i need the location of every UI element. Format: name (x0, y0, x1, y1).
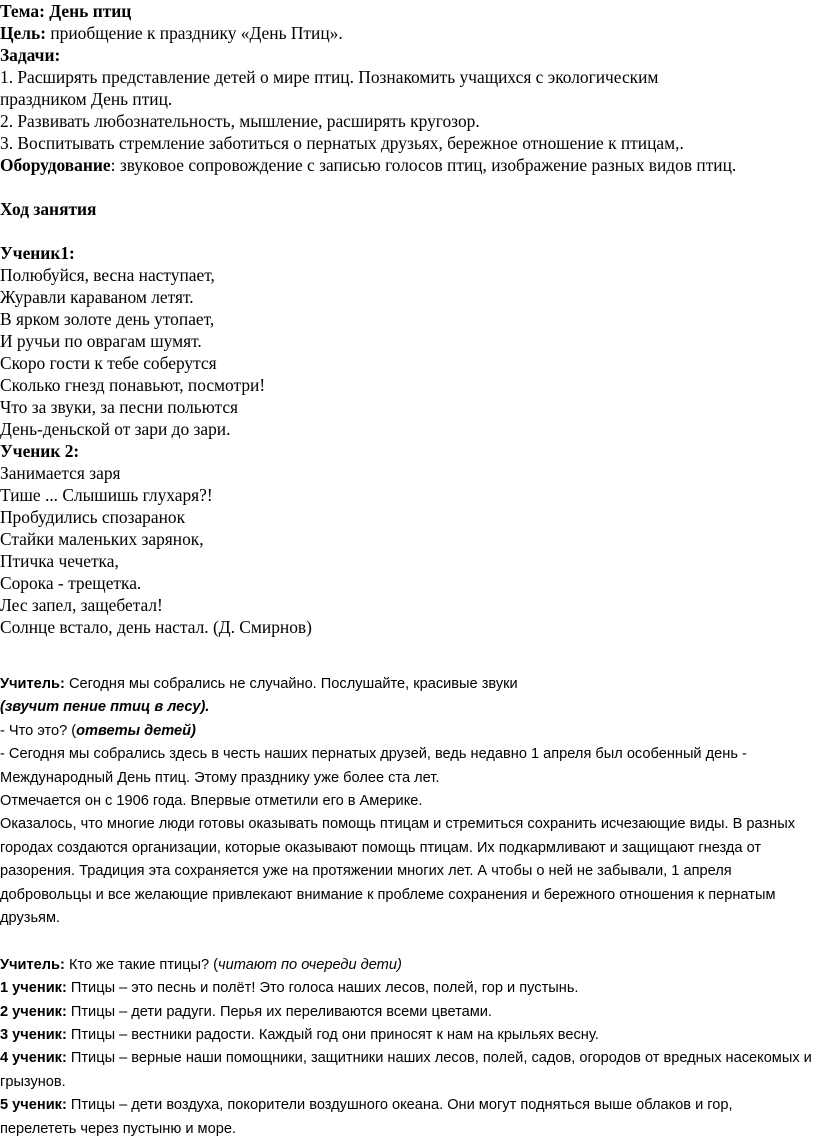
task-item: 2. Развивать любознательность, мышление, расширять кругозор. (0, 111, 480, 131)
teacher-question-note: читают по очереди дети) (218, 956, 402, 973)
student-text: Птицы – верные наши помощники, защитники наших лесов, полей, садов, огородов от вредных насекомых и грызунов. (0, 1050, 812, 1090)
poem-line: В ярком золоте день утопает, (0, 309, 215, 329)
student1-label-text: Ученик1: (0, 243, 75, 263)
teacher-question-line (0, 954, 812, 977)
student-label: 3 ученик: (0, 1027, 67, 1044)
teacher-intro-line (0, 673, 812, 696)
paragraph: - Сегодня мы собрались здесь в честь наших пернатых друзей, ведь недавно 1 апреля был особенный день - Международный День птиц. Этому празднику уже более ста лет. (0, 746, 747, 786)
student-label: 1 ученик: (0, 980, 67, 997)
poem-line: Занимается заря (0, 463, 121, 483)
student1-label (0, 242, 812, 264)
poem-line: Сколько гнезд понавьют, посмотри! (0, 375, 266, 395)
lesson-heading (0, 198, 812, 220)
student-label: 5 ученик: (0, 1097, 67, 1114)
poem-line: Сорока - трещетка. (0, 573, 142, 593)
poem-line: И ручьи по оврагам шумят. (0, 331, 202, 351)
poem-line: Полюбуйся, весна наступает, (0, 265, 215, 285)
student-text: Птицы – дети радуги. Перья их переливаются всеми цветами. (66, 1003, 492, 1020)
topic-label: Тема: (0, 1, 45, 21)
stage-direction (0, 696, 812, 719)
question-line (0, 720, 812, 743)
poem-line: День-деньской от зари до зари. (0, 419, 231, 439)
question-answer-note: ответы детей) (76, 722, 196, 739)
poem-line: Солнце встало, день настал. (Д. Смирнов) (0, 617, 312, 637)
poem-line: Лес запел, защебетал! (0, 595, 163, 615)
teacher-label: Учитель: (0, 676, 65, 692)
goal-value: приобщение к празднику «День Птиц». (50, 23, 343, 43)
tasks-label: Задачи: (0, 45, 61, 65)
poem-line: Стайки маленьких зарянок, (0, 529, 204, 549)
dialogue-section (0, 673, 812, 1141)
teacher-question-text: Кто же такие птицы? ( (64, 956, 219, 973)
student-label: 2 ученик: (0, 1003, 67, 1020)
teacher-label: Учитель: (0, 956, 65, 973)
topic-line (0, 0, 812, 22)
student-text: Птицы – вестники радости. Каждый год они приносят к нам на крыльях весну. (66, 1027, 599, 1044)
stage-direction-text: (звучит пение птиц в лесу). (0, 699, 210, 716)
spacer (0, 930, 812, 953)
equipment-line (0, 154, 812, 176)
goal-line (0, 22, 812, 44)
poem-line: Журавли караваном летят. (0, 287, 194, 307)
student-line (0, 1024, 812, 1047)
tasks-heading (0, 44, 812, 66)
student-label: 4 ученик: (0, 1050, 67, 1067)
poem-line: Птичка чечетка, (0, 551, 119, 571)
paragraph: Оказалось, что многие люди готовы оказывать помощь птицам и стремиться сохранить исчезающие виды. В разных городах создаются организации, которые оказывают помощь птицам. Их подкармливают и защищают гнезда от разорения. Традиция эта сохраняется уже на протяжении многих лет. А чтобы о ней не забывали, 1 апреля добровольцы и все желающие привлекают внимание к проблеме сохранения и бережного отношения к пернатым друзьям. (0, 816, 796, 927)
student-line (0, 977, 812, 1000)
student2-label (0, 440, 812, 462)
poem-line: Что за звуки, за песни польются (0, 397, 239, 417)
teacher-intro-text: Сегодня мы собрались не случайно. Послушайте, красивые звуки (64, 676, 518, 692)
poem-line: Скоро гости к тебе соберутся (0, 353, 217, 373)
spacer (0, 176, 812, 198)
student-line (0, 1001, 812, 1024)
task-item: 1. Расширять представление детей о мире птиц. Познакомить учащихся с экологическим праздником День птиц. (0, 67, 659, 109)
student2-label-text: Ученик 2: (0, 441, 80, 461)
task-item: 3. Воспитывать стремление заботиться о пернатых друзьях, бережное отношение к птицам,. (0, 133, 684, 153)
equipment-value: : звуковое сопровождение с записью голосов птиц, изображение разных видов птиц. (110, 155, 737, 175)
spacer (0, 220, 812, 242)
student-text: Птицы – дети воздуха, покорители воздушного океана. Они могут подняться выше облаков и гор, перелететь через пустыню и море. (0, 1097, 733, 1137)
topic-value: День птиц (49, 1, 132, 21)
lesson-heading-text: Ход занятия (0, 199, 97, 219)
student-text: Птицы – это песнь и полёт! Это голоса наших лесов, полей, гор и пустынь. (66, 980, 579, 997)
poem-line: Тише ... Слышишь глухаря?! (0, 485, 213, 505)
student-line (0, 1094, 812, 1141)
question-prefix: - Что это? ( (0, 722, 77, 739)
equipment-label: Оборудование (0, 155, 111, 175)
goal-label: Цель: (0, 23, 46, 43)
paragraph: Отмечается он с 1906 года. Впервые отметили его в Америке. (0, 793, 423, 810)
poem-line: Пробудились спозаранок (0, 507, 186, 527)
student-line (0, 1047, 812, 1094)
